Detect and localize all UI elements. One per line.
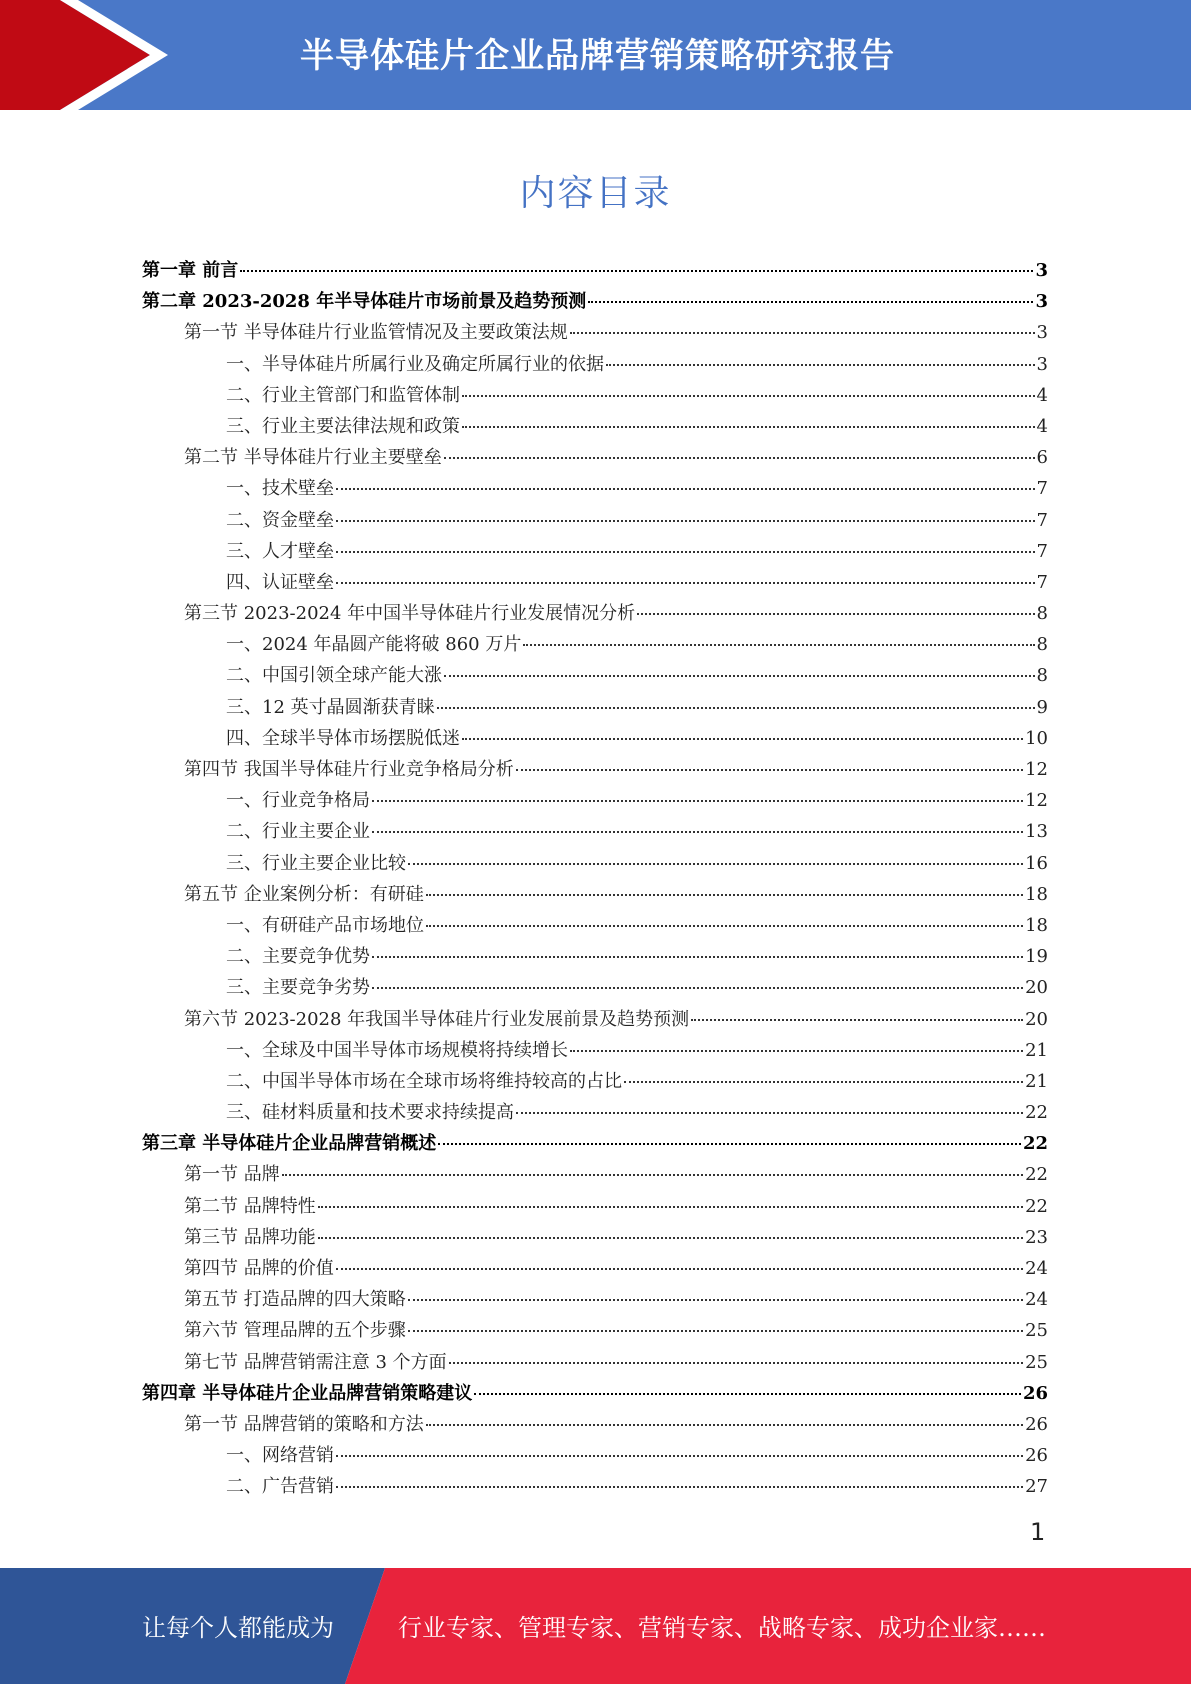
toc-entry[interactable]	[142, 1222, 1048, 1253]
toc-entry[interactable]	[142, 1471, 1048, 1502]
toc-entry-page: 13	[1025, 821, 1048, 843]
toc-entry-page: 22	[1022, 1133, 1048, 1155]
toc-entry-page: 26	[1025, 1413, 1048, 1435]
toc-entry-label: 第五节 打造品牌的四大策略	[184, 1289, 406, 1311]
toc-entry-page: 4	[1036, 415, 1048, 437]
toc-entry[interactable]	[142, 536, 1048, 567]
toc-dot-leader	[372, 956, 1023, 958]
toc-entry-label: 二、主要竞争优势	[226, 946, 370, 968]
toc-entry[interactable]	[142, 972, 1048, 1003]
toc-entry[interactable]	[142, 754, 1048, 785]
report-title: 半导体硅片企业品牌营销策略研究报告	[300, 36, 895, 76]
toc-entry-label: 第一节 品牌营销的策略和方法	[184, 1413, 424, 1435]
toc-dot-leader	[588, 301, 1033, 303]
toc-entry[interactable]	[142, 816, 1048, 847]
toc-entry-label: 二、资金壁垒	[226, 509, 334, 531]
toc-entry-page: 8	[1036, 603, 1048, 625]
toc-entry-label: 一、技术壁垒	[226, 478, 334, 500]
toc-entry-label: 第三节 品牌功能	[184, 1226, 316, 1248]
toc-entry[interactable]	[142, 1253, 1048, 1284]
toc-entry[interactable]	[142, 848, 1048, 879]
toc-entry[interactable]	[142, 910, 1048, 941]
toc-entry[interactable]	[142, 660, 1048, 691]
toc-entry-page: 21	[1025, 1039, 1048, 1061]
toc-entry-page: 18	[1025, 914, 1048, 936]
toc-entry-page: 24	[1025, 1258, 1048, 1279]
toc-entry-label: 第二节 半导体硅片行业主要壁垒	[184, 447, 442, 469]
table-of-contents	[142, 255, 1048, 1503]
toc-entry-label: 三、主要竞争劣势	[226, 977, 370, 999]
toc-entry-label: 第四节 品牌的价值	[184, 1258, 334, 1279]
header-band	[0, 0, 1191, 110]
toc-entry-label: 三、行业主要法律法规和政策	[226, 415, 460, 437]
toc-entry[interactable]	[142, 723, 1048, 754]
toc-dot-leader	[516, 1112, 1023, 1114]
toc-dot-leader	[624, 1081, 1023, 1083]
toc-dot-leader	[444, 675, 1035, 677]
toc-entry-label: 一、2024 年晶圆产能将破 860 万片	[226, 634, 522, 656]
toc-entry-page: 7	[1036, 571, 1048, 593]
toc-dot-leader	[240, 270, 1033, 272]
toc-dot-leader	[462, 395, 1035, 397]
toc-entry-label: 三、硅材料质量和技术要求持续提高	[226, 1102, 514, 1124]
toc-dot-leader	[408, 1330, 1023, 1332]
toc-entry-page: 20	[1025, 977, 1048, 999]
toc-entry[interactable]	[142, 1191, 1048, 1222]
toc-dot-leader	[336, 582, 1035, 584]
toc-entry-label: 一、全球及中国半导体市场规模将持续增长	[226, 1039, 568, 1061]
footer-slogan-left: 让每个人都能成为	[142, 1614, 334, 1642]
header-red-chevron	[0, 0, 150, 110]
toc-entry[interactable]	[142, 442, 1048, 473]
toc-entry-page: 12	[1025, 790, 1048, 812]
toc-dot-leader	[570, 332, 1035, 334]
toc-entry-label: 三、人才壁垒	[226, 540, 334, 562]
toc-dot-leader	[438, 1143, 1021, 1145]
toc-entry[interactable]	[142, 286, 1048, 317]
toc-entry-page: 26	[1022, 1382, 1048, 1404]
toc-entry[interactable]	[142, 785, 1048, 816]
toc-entry-page: 7	[1036, 509, 1048, 531]
toc-dot-leader	[372, 987, 1023, 989]
toc-dot-leader	[437, 707, 1035, 709]
toc-entry-page: 20	[1025, 1008, 1048, 1030]
toc-entry-page: 4	[1036, 384, 1048, 406]
toc-entry-label: 第三章 半导体硅片企业品牌营销概述	[142, 1133, 437, 1155]
toc-entry-label: 一、行业竞争格局	[226, 790, 370, 812]
toc-entry-page: 25	[1025, 1351, 1048, 1373]
toc-dot-leader	[637, 613, 1034, 615]
toc-entry[interactable]	[142, 1066, 1048, 1097]
toc-entry-label: 第六节 2023-2028 年我国半导体硅片行业发展前景及趋势预测	[184, 1008, 690, 1030]
toc-entry-page: 19	[1025, 946, 1048, 968]
toc-dot-leader	[426, 894, 1023, 896]
toc-entry-page: 24	[1025, 1289, 1048, 1311]
toc-dot-leader	[336, 488, 1035, 490]
toc-entry[interactable]	[142, 1409, 1048, 1440]
toc-entry[interactable]	[142, 349, 1048, 380]
toc-entry[interactable]	[142, 411, 1048, 442]
toc-dot-leader	[426, 1424, 1023, 1426]
toc-entry[interactable]	[142, 1347, 1048, 1378]
toc-entry-page: 3	[1035, 260, 1048, 281]
toc-dot-leader	[474, 1393, 1021, 1395]
toc-entry[interactable]	[142, 1378, 1048, 1409]
footer-slogan-right: 行业专家、管理专家、营销专家、战略专家、成功企业家……	[398, 1614, 1046, 1642]
toc-entry[interactable]	[142, 692, 1048, 723]
toc-dot-leader	[282, 1174, 1023, 1176]
toc-entry-page: 18	[1025, 883, 1048, 905]
toc-entry-page: 12	[1025, 759, 1048, 780]
toc-entry[interactable]	[142, 1284, 1048, 1315]
toc-entry-page: 3	[1036, 353, 1048, 375]
toc-entry-page: 26	[1025, 1445, 1048, 1467]
toc-entry-label: 第四节 我国半导体硅片行业竞争格局分析	[184, 759, 514, 780]
toc-entry-page: 6	[1036, 447, 1048, 469]
toc-entry[interactable]	[142, 473, 1048, 504]
toc-entry[interactable]	[142, 1035, 1048, 1066]
toc-dot-leader	[408, 863, 1023, 865]
toc-entry-page: 9	[1036, 696, 1048, 718]
toc-dot-leader	[444, 457, 1035, 459]
toc-entry-label: 第七节 品牌营销需注意 3 个方面	[184, 1351, 447, 1373]
toc-dot-leader	[336, 1486, 1023, 1488]
toc-dot-leader	[408, 1299, 1023, 1301]
toc-dot-leader	[336, 1268, 1023, 1270]
toc-entry-label: 二、行业主管部门和监管体制	[226, 384, 460, 406]
toc-heading: 内容目录	[519, 173, 672, 214]
toc-entry[interactable]	[142, 1440, 1048, 1471]
toc-entry-label: 二、中国半导体市场在全球市场将维持较高的占比	[226, 1070, 622, 1092]
toc-entry-label: 第二节 品牌特性	[184, 1195, 316, 1217]
toc-dot-leader	[462, 426, 1035, 428]
toc-entry-page: 25	[1025, 1320, 1048, 1342]
toc-entry-label: 三、12 英寸晶圆渐获青睐	[226, 696, 435, 718]
toc-entry[interactable]	[142, 380, 1048, 411]
toc-dot-leader	[372, 800, 1023, 802]
toc-entry-page: 16	[1025, 852, 1048, 874]
toc-dot-leader	[336, 520, 1035, 522]
toc-dot-leader	[426, 925, 1023, 927]
toc-entry-page: 22	[1025, 1102, 1048, 1124]
footer-band	[0, 1568, 1191, 1684]
toc-entry-page: 8	[1036, 634, 1048, 656]
toc-entry[interactable]	[142, 505, 1048, 536]
toc-entry-page: 3	[1036, 322, 1048, 344]
toc-entry-page: 8	[1036, 665, 1048, 687]
toc-dot-leader	[606, 364, 1035, 366]
toc-entry-label: 第四章 半导体硅片企业品牌营销策略建议	[142, 1382, 473, 1404]
toc-entry-label: 四、全球半导体市场摆脱低迷	[226, 727, 460, 749]
toc-dot-leader	[336, 551, 1035, 553]
toc-entry[interactable]	[142, 879, 1048, 910]
toc-entry[interactable]	[142, 598, 1048, 629]
toc-entry[interactable]	[142, 1128, 1048, 1159]
toc-entry[interactable]	[142, 1159, 1048, 1190]
toc-entry-page: 10	[1025, 727, 1048, 749]
toc-dot-leader	[691, 1019, 1023, 1021]
toc-entry-label: 第五节 企业案例分析：有研硅	[184, 883, 424, 905]
toc-dot-leader	[336, 1455, 1023, 1457]
toc-entry-label: 一、半导体硅片所属行业及确定所属行业的依据	[226, 353, 604, 375]
toc-dot-leader	[516, 769, 1023, 771]
toc-entry[interactable]	[142, 1097, 1048, 1128]
toc-entry[interactable]	[142, 941, 1048, 972]
toc-entry-label: 三、行业主要企业比较	[226, 852, 406, 874]
toc-entry[interactable]	[142, 255, 1048, 286]
toc-entry-page: 21	[1025, 1070, 1048, 1092]
toc-dot-leader	[449, 1362, 1023, 1364]
toc-entry-label: 一、有研硅产品市场地位	[226, 914, 424, 936]
toc-entry-label: 第三节 2023-2024 年中国半导体硅片行业发展情况分析	[184, 603, 636, 625]
toc-entry[interactable]	[142, 1004, 1048, 1035]
toc-entry-label: 二、中国引领全球产能大涨	[226, 665, 442, 687]
toc-entry-label: 二、行业主要企业	[226, 821, 370, 843]
toc-entry-page: 7	[1036, 540, 1048, 562]
toc-entry[interactable]	[142, 567, 1048, 598]
page-number: 1	[1030, 1518, 1046, 1546]
toc-dot-leader	[523, 644, 1034, 646]
toc-entry-page: 3	[1035, 291, 1048, 313]
toc-entry[interactable]	[142, 317, 1048, 348]
toc-entry-page: 27	[1025, 1476, 1048, 1498]
toc-dot-leader	[462, 738, 1023, 740]
toc-entry-label: 第一章 前言	[142, 260, 239, 281]
toc-entry-label: 二、广告营销	[226, 1476, 334, 1498]
toc-dot-leader	[318, 1237, 1023, 1239]
toc-entry-page: 22	[1025, 1164, 1048, 1186]
toc-entry-page: 23	[1025, 1226, 1048, 1248]
toc-entry-label: 第一节 品牌	[184, 1164, 280, 1186]
toc-entry-label: 第六节 管理品牌的五个步骤	[184, 1320, 406, 1342]
toc-entry[interactable]	[142, 629, 1048, 660]
toc-entry[interactable]	[142, 1315, 1048, 1346]
toc-entry-page: 7	[1036, 478, 1048, 500]
toc-entry-label: 四、认证壁垒	[226, 571, 334, 593]
toc-dot-leader	[372, 831, 1023, 833]
toc-entry-page: 22	[1025, 1195, 1048, 1217]
toc-entry-label: 第二章 2023-2028 年半导体硅片市场前景及趋势预测	[142, 291, 587, 313]
toc-dot-leader	[318, 1206, 1023, 1208]
toc-entry-label: 第一节 半导体硅片行业监管情况及主要政策法规	[184, 322, 568, 344]
toc-dot-leader	[570, 1050, 1023, 1052]
toc-entry-label: 一、网络营销	[226, 1445, 334, 1467]
